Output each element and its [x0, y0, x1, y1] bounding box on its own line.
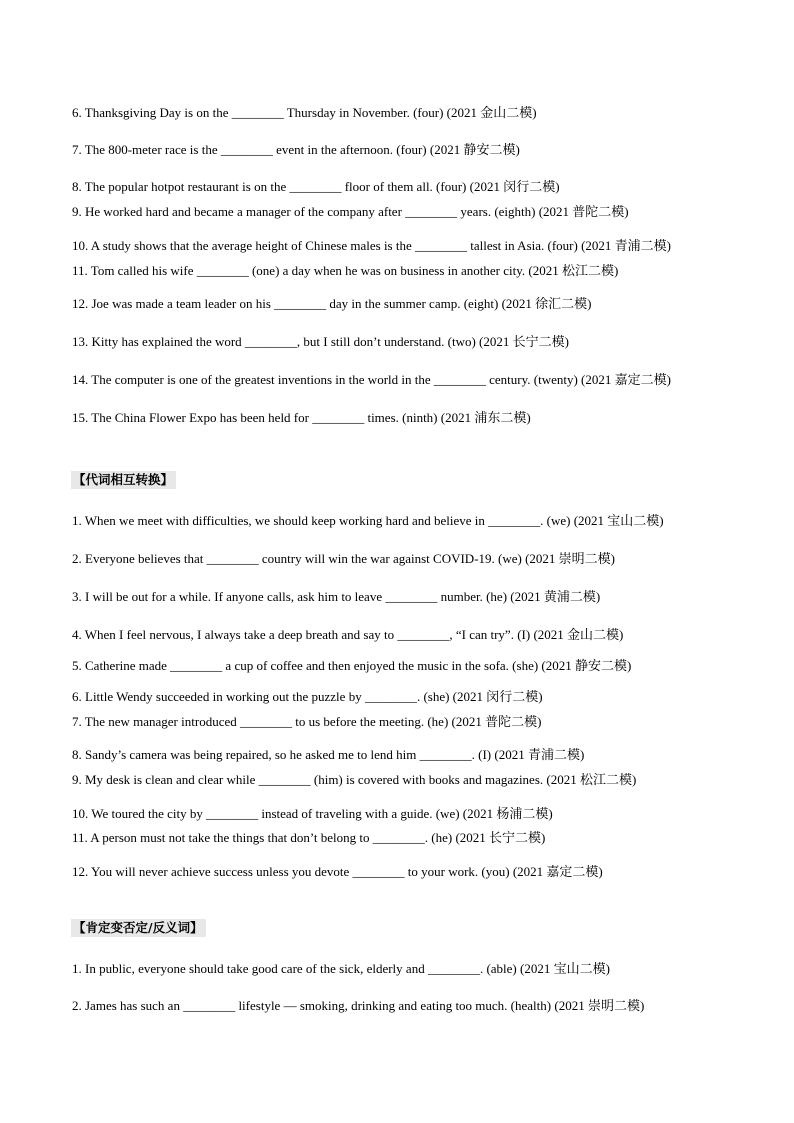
question-13: 13. Kitty has explained the word ________, but I still don’t understand. (two) (2021 长宁二模) — [72, 334, 569, 349]
question-11: 11. Tom called his wife ________ (one) a day when he was on business in another city. (2021 松江二模) — [72, 263, 619, 278]
pronoun-question-12: 12. You will never achieve success unless you devote ________ to your work. (you) (2021 嘉定二模) — [72, 864, 603, 879]
question-8: 8. The popular hotpot restaurant is on the ________ floor of them all. (four) (2021 闵行二模) — [72, 179, 560, 194]
pronoun-question-10: 10. We toured the city by ________ instead of traveling with a guide. (we) (2021 杨浦二模) — [72, 806, 553, 821]
question-12: 12. Joe was made a team leader on his ________ day in the summer camp. (eight) (2021 徐汇二模) — [72, 296, 592, 311]
pronoun-question-2: 2. Everyone believes that ________ country will win the war against COVID-19. (we) (2021 崇明二模) — [72, 551, 615, 566]
question-14: 14. The computer is one of the greatest inventions in the world in the ________ century. (twenty) (2021 嘉定二模) — [72, 372, 671, 387]
pronoun-question-5: 5. Catherine made ________ a cup of coffee and then enjoyed the music in the sofa. (she) (2021 静安二模) — [72, 658, 632, 673]
question-15: 15. The China Flower Expo has been held for ________ times. (ninth) (2021 浦东二模) — [72, 410, 531, 425]
section-heading-negation: 【肯定变否定/反义词】 — [71, 919, 206, 937]
pronoun-question-3: 3. I will be out for a while. If anyone calls, ask him to leave ________ number. (he) (2021 黄浦二模) — [72, 589, 601, 604]
negation-question-2: 2. James has such an ________ lifestyle — smoking, drinking and eating too much. (health) (2021 崇明二模) — [72, 998, 645, 1013]
pronoun-question-6: 6. Little Wendy succeeded in working out the puzzle by ________. (she) (2021 闵行二模) — [72, 689, 543, 704]
pronoun-question-9: 9. My desk is clean and clear while ________ (him) is covered with books and magazines. (2021 松江二模) — [72, 772, 637, 787]
pronoun-question-8: 8. Sandy’s camera was being repaired, so he asked me to lend him ________. (I) (2021 青浦二模) — [72, 747, 585, 762]
pronoun-question-1: 1. When we meet with difficulties, we should keep working hard and believe in ________. (we) (2021 宝山二模) — [72, 513, 664, 528]
question-10: 10. A study shows that the average height of Chinese males is the ________ tallest in Asia. (four) (2021 青浦二模) — [72, 238, 671, 253]
pronoun-question-7: 7. The new manager introduced ________ to us before the meeting. (he) (2021 普陀二模) — [72, 714, 542, 729]
pronoun-question-4: 4. When I feel nervous, I always take a deep breath and say to ________, “I can try”. (I) (2021 金山二模) — [72, 627, 624, 642]
question-7: 7. The 800-meter race is the ________ event in the afternoon. (four) (2021 静安二模) — [72, 142, 520, 157]
question-6: 6. Thanksgiving Day is on the ________ Thursday in November. (four) (2021 金山二模) — [72, 105, 537, 120]
section-heading-pronouns: 【代词相互转换】 — [71, 471, 176, 489]
negation-question-1: 1. In public, everyone should take good care of the sick, elderly and ________. (able) (2021 宝山二模) — [72, 961, 610, 976]
pronoun-question-11: 11. A person must not take the things that don’t belong to ________. (he) (2021 长宁二模) — [72, 830, 546, 845]
question-9: 9. He worked hard and became a manager of the company after ________ years. (eighth) (2021 普陀二模) — [72, 204, 629, 219]
